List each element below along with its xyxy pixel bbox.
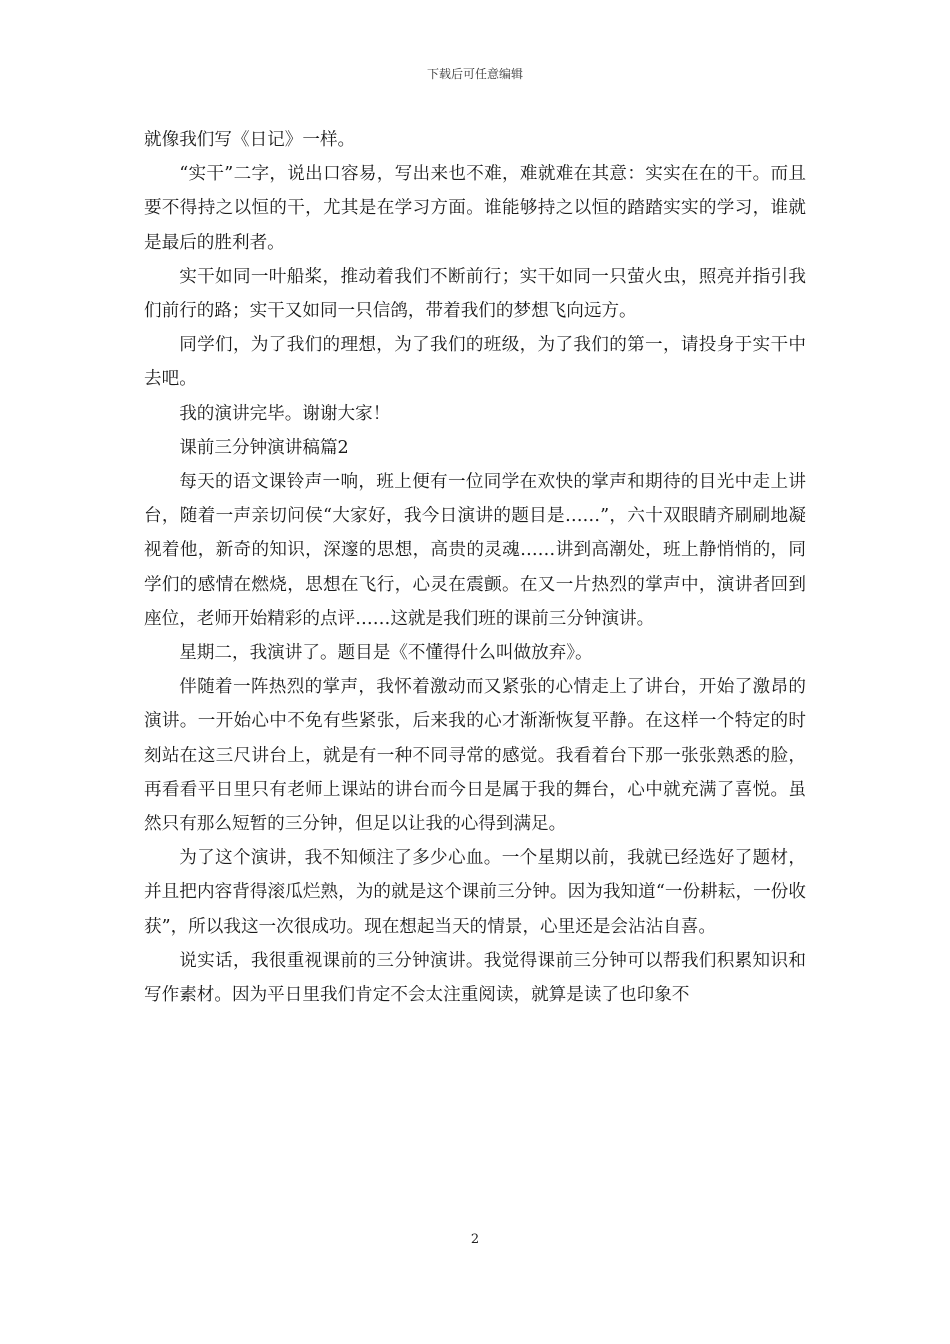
paragraph: 星期二，我演讲了。题目是《不懂得什么叫做放弃》。 — [179, 643, 593, 664]
section-title: 课前三分钟演讲稿篇2 — [179, 437, 349, 458]
paragraph: “实干”二字，说出口容易，写出来也不难，难就难在其意：实实在在的干。而且要不得持之以恒的干，尤其是在学习方面。谁能够持之以恒的踏踏实实的学习，谁就是最后的胜利者。 — [144, 164, 806, 253]
paragraph: 我的演讲完毕。谢谢大家！ — [179, 403, 391, 424]
paragraph: 同学们，为了我们的理想，为了我们的班级，为了我们的第一，请投身于实干中去吧。 — [144, 335, 806, 390]
page-number: 2 — [470, 1232, 480, 1247]
paragraph: 说实话，我很重视课前的三分钟演讲。我觉得课前三分钟可以帮我们积累知识和写作素材。因为平日里我们肯定不会太注重阅读，就算是读了也印象不 — [144, 950, 806, 1006]
paragraph: 伴随着一阵热烈的掌声，我怀着激动而又紧张的心情走上了讲台，开始了激昂的演讲。一开始心中不免有些紧张，后来我的心才渐渐恢复平静。在这样一个特定的时刻站在这三尺讲台上，就是有一种不同寻常的感觉。我看着台下那一张张熟悉的脸，再看看平日里只有老师上课站的讲台而今日是属于我的舞台，心中就充满了喜悦。虽然只有那么短暂的三分钟，但足以让我的心得到满足。 — [144, 677, 806, 835]
paragraph: 每天的语文课铃声一响，班上便有一位同学在欢快的掌声和期待的目光中走上讲台，随着一声亲切问侯“大家好，我今日演讲的题目是……”，六十双眼睛齐刷刷地凝视着他，新奇的知识，深邃的思想，高贵的灵魂……讲到高潮处，班上静悄悄的，同学们的感情在燃烧，思想在飞行，心灵在震颤。在又一片热烈的掌声中，演讲者回到座位，老师开始精彩的点评……这就是我们班的课前三分钟演讲。 — [144, 472, 806, 629]
page-header: 下载后可任意编辑 — [426, 67, 523, 81]
paragraph: 为了这个演讲，我不知倾注了多少心血。一个星期以前，我就已经选好了题材，并且把内容背得滚瓜烂熟，为的就是这个课前三分钟。因为我知道“一份耕耘，一份收获”，所以我这一次很成功。现在想起当天的情景，心里还是会沾沾自喜。 — [144, 848, 806, 937]
paragraph: 就像我们写《日记》一样。 — [144, 130, 356, 150]
paragraph: 实干如同一叶船桨，推动着我们不断前行；实干如同一只萤火虫，照亮并指引我们前行的路；实干又如同一只信鸽，带着我们的梦想飞向远方。 — [144, 266, 806, 322]
document-body — [144, 123, 806, 1012]
